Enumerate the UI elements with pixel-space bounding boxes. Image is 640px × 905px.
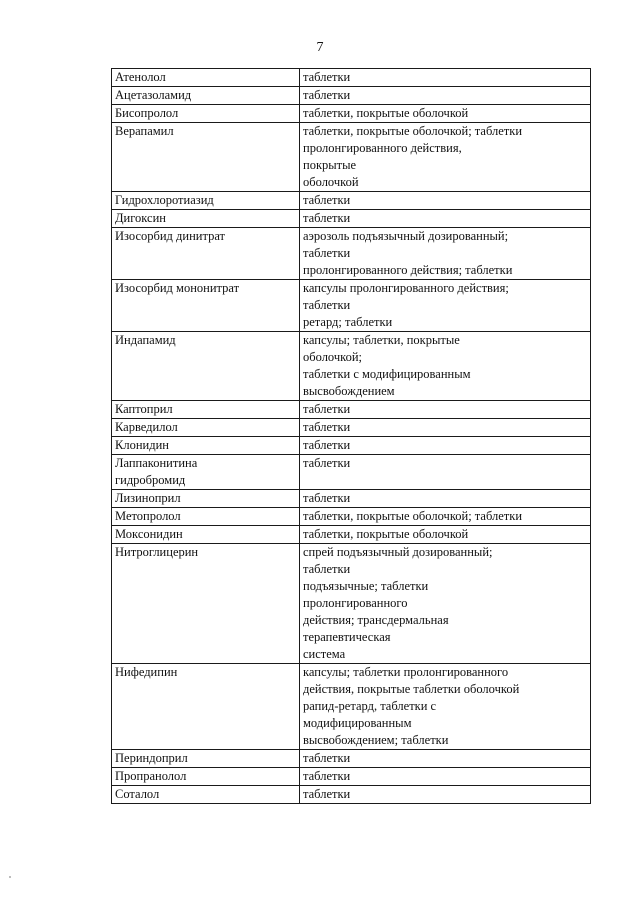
dosage-form-cell: капсулы; таблетки, покрытые оболочкой; таблетки с модифицированным высвобождением (300, 332, 591, 401)
table-row (112, 490, 591, 508)
dosage-form-cell: таблетки (300, 786, 591, 804)
dosage-form-cell: таблетки (300, 210, 591, 228)
drug-name-cell: Бисопролол (112, 105, 300, 123)
drug-name-cell: Атенолол (112, 69, 300, 87)
table-row (112, 192, 591, 210)
dosage-form-cell: таблетки (300, 192, 591, 210)
dosage-form-cell: таблетки (300, 401, 591, 419)
drug-name-cell: Лаппаконитина гидробромид (112, 455, 300, 490)
drug-name-cell: Соталол (112, 786, 300, 804)
dosage-form-cell: таблетки (300, 437, 591, 455)
drug-name-cell: Каптоприл (112, 401, 300, 419)
dosage-form-cell: таблетки (300, 750, 591, 768)
dosage-form-cell: капсулы; таблетки пролонгированного действия, покрытые таблетки оболочкой рапид-ретард, таблетки с модифицированным высвобождением; таблетки (300, 664, 591, 750)
table-row (112, 508, 591, 526)
table-row (112, 69, 591, 87)
table-row (112, 768, 591, 786)
table-row (112, 123, 591, 192)
table-row (112, 332, 591, 401)
drug-name-cell: Ацетазоламид (112, 87, 300, 105)
drug-name-cell: Метопролол (112, 508, 300, 526)
drug-name-cell: Дигоксин (112, 210, 300, 228)
drug-name-cell: Гидрохлоротиазид (112, 192, 300, 210)
drug-table (111, 68, 591, 804)
dosage-form-cell: таблетки, покрытые оболочкой; таблетки (300, 508, 591, 526)
table-row (112, 750, 591, 768)
drug-name-cell: Нитроглицерин (112, 544, 300, 664)
scan-artifact (9, 876, 11, 878)
dosage-form-cell: аэрозоль подъязычный дозированный; таблетки пролонгированного действия; таблетки (300, 228, 591, 280)
dosage-form-cell: таблетки (300, 87, 591, 105)
table-row (112, 664, 591, 750)
drug-name-cell: Карведилол (112, 419, 300, 437)
dosage-form-cell: таблетки (300, 768, 591, 786)
drug-name-cell: Лизиноприл (112, 490, 300, 508)
dosage-form-cell: таблетки (300, 419, 591, 437)
dosage-form-cell: таблетки (300, 69, 591, 87)
page-number: 7 (316, 40, 324, 55)
table-row (112, 105, 591, 123)
drug-name-cell: Клонидин (112, 437, 300, 455)
dosage-form-cell: таблетки, покрытые оболочкой; таблетки пролонгированного действия, покрытые оболочкой (300, 123, 591, 192)
drug-name-cell: Верапамил (112, 123, 300, 192)
table-row (112, 87, 591, 105)
drug-name-cell: Нифедипин (112, 664, 300, 750)
dosage-form-cell: таблетки (300, 490, 591, 508)
drug-name-cell: Пропранолол (112, 768, 300, 786)
table-row (112, 210, 591, 228)
dosage-form-cell: таблетки, покрытые оболочкой (300, 105, 591, 123)
dosage-form-cell: капсулы пролонгированного действия; таблетки ретард; таблетки (300, 280, 591, 332)
table-row (112, 526, 591, 544)
dosage-form-cell: таблетки (300, 455, 591, 490)
table-row (112, 419, 591, 437)
drug-table-body (112, 69, 591, 804)
drug-name-cell: Изосорбид мононитрат (112, 280, 300, 332)
drug-name-cell: Периндоприл (112, 750, 300, 768)
table-row (112, 786, 591, 804)
table-row (112, 455, 591, 490)
dosage-form-cell: таблетки, покрытые оболочкой (300, 526, 591, 544)
drug-name-cell: Индапамид (112, 332, 300, 401)
table-row (112, 544, 591, 664)
dosage-form-cell: спрей подъязычный дозированный; таблетки подъязычные; таблетки пролонгированного действия; трансдермальная терапевтическая система (300, 544, 591, 664)
table-row (112, 437, 591, 455)
table-row (112, 401, 591, 419)
drug-name-cell: Моксонидин (112, 526, 300, 544)
table-row (112, 228, 591, 280)
table-row (112, 280, 591, 332)
drug-name-cell: Изосорбид динитрат (112, 228, 300, 280)
